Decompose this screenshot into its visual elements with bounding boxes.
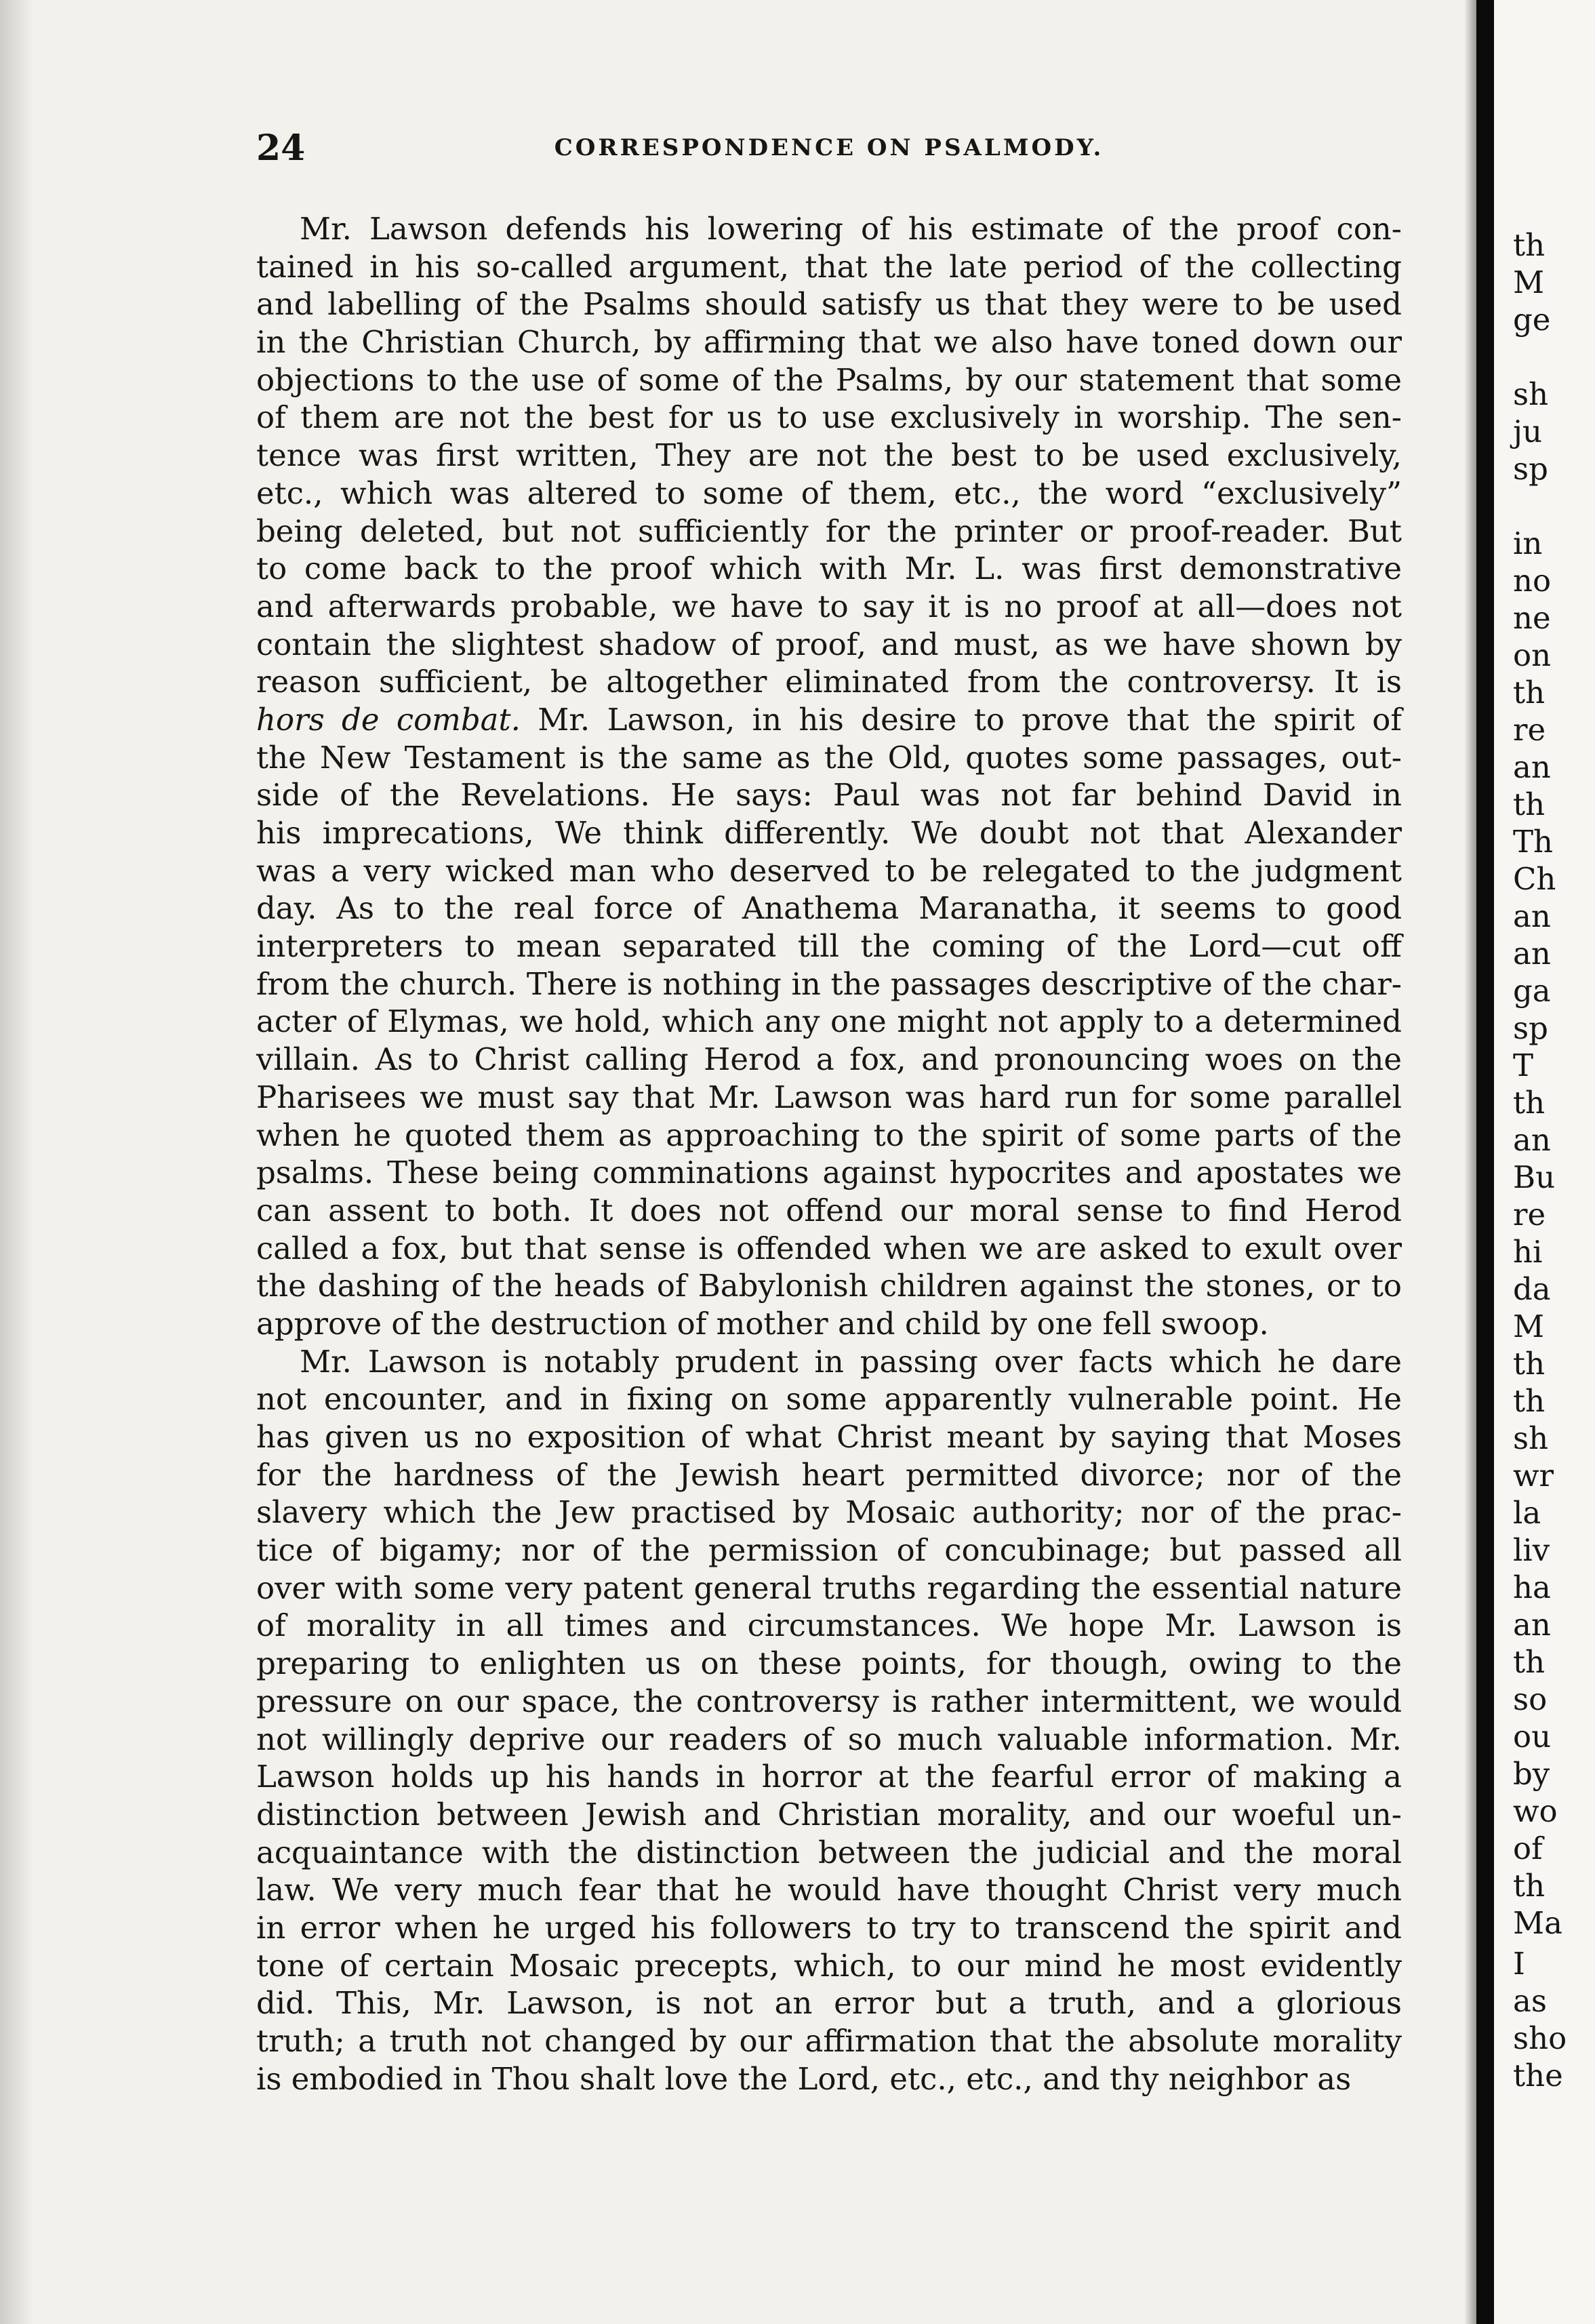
facing-page-text-fragment: the: [1513, 2058, 1563, 2093]
running-head-title: CORRESPONDENCE ON PSALMODY.: [554, 134, 1104, 161]
text-line: did. This, Mr. Lawson, is not an error but a truth, and a glorious: [256, 1985, 1402, 2022]
facing-page-text-fragment: re: [1513, 1197, 1546, 1233]
italic-phrase: hors de combat.: [256, 701, 521, 738]
text-line: slavery which the Jew practised by Mosaic authority; nor of the prac-: [256, 1494, 1402, 1531]
facing-page-text-fragment: I: [1513, 1946, 1525, 1982]
text-line: psalms. These being comminations against hypocrites and apostates we: [256, 1155, 1402, 1191]
text-line: was a very wicked man who deserved to be relegated to the judgment: [256, 852, 1402, 889]
facing-page-text-fragment: an: [1513, 749, 1551, 785]
text-line: etc., which was altered to some of them, etc., the word “exclusively”: [256, 475, 1402, 511]
facing-page-text-fragment: an: [1513, 1607, 1551, 1643]
facing-page-text-fragment: liv: [1513, 1532, 1550, 1568]
facing-page-text-fragment: re: [1513, 712, 1546, 748]
text-line: in the Christian Church, by affirming that we also have toned down our: [256, 324, 1402, 361]
facing-page-edge: [1494, 0, 1595, 2324]
facing-page-text-fragment: Th: [1513, 824, 1553, 860]
facing-page-text-fragment: th: [1513, 786, 1546, 822]
paragraph-1: [256, 210, 1402, 1343]
text-line: tice of bigamy; nor of the permission of concubinage; but passed all: [256, 1532, 1402, 1569]
text-line: when he quoted them as approaching to the spirit of some parts of the: [256, 1117, 1402, 1153]
facing-page-text-fragment: th: [1513, 1346, 1546, 1382]
body-text: [256, 210, 1402, 2098]
running-head: [256, 127, 1402, 175]
text-line: acter of Elymas, we hold, which any one might not apply to a determined: [256, 1003, 1402, 1040]
text-line: is embodied in Thou shalt love the Lord, etc., etc., and thy neighbor as: [256, 2060, 1352, 2097]
text-line: objections to the use of some of the Psalms, by our statement that some: [256, 361, 1402, 398]
facing-page-text-fragment: so: [1513, 1681, 1548, 1717]
page-divider: [1476, 0, 1494, 2324]
text-line: to come back to the proof which with Mr. L. was first demonstrative: [256, 550, 1402, 587]
facing-page-text-fragment: an: [1513, 1122, 1551, 1158]
facing-page-text-fragment: by: [1513, 1756, 1550, 1792]
facing-page-text-fragment: sh: [1513, 1420, 1549, 1456]
facing-page-text-fragment: of: [1513, 1830, 1543, 1866]
facing-page-text-fragment: an: [1513, 898, 1551, 934]
facing-page-text-fragment: M: [1513, 1308, 1545, 1344]
facing-page-text-fragment: th: [1513, 675, 1546, 710]
text-line: his imprecations, We think differently. We doubt not that Alexander: [256, 815, 1402, 851]
text-line: Pharisees we must say that Mr. Lawson was hard run for some parallel: [256, 1079, 1402, 1115]
text-line: approve of the destruction of mother and child by one fell swoop.: [256, 1305, 1269, 1342]
facing-page-text-fragment: Ma: [1513, 1905, 1562, 1941]
facing-page-text-fragment: th: [1513, 227, 1546, 263]
text-line: Lawson holds up his hands in horror at the fearful error of making a: [256, 1759, 1402, 1795]
facing-page-text-fragment: an: [1513, 936, 1551, 971]
text-line: the dashing of the heads of Babylonish children against the stones, or to: [256, 1268, 1402, 1304]
facing-page-text-fragment: da: [1513, 1271, 1551, 1307]
text-line: distinction between Jewish and Christian morality, and our woeful un-: [256, 1796, 1402, 1832]
facing-page-text-fragment: hi: [1513, 1234, 1543, 1270]
facing-page-text-fragment: th: [1513, 1085, 1546, 1121]
text-line: called a fox, but that sense is offended when we are asked to exult over: [256, 1230, 1402, 1266]
text-line: reason sufficient, be altogether eliminated from the controversy. It is: [256, 664, 1402, 700]
text-line: can assent to both. It does not offend our moral sense to find Herod: [256, 1192, 1402, 1228]
facing-page-text-fragment: th: [1513, 1644, 1546, 1680]
text-line: contain the slightest shadow of proof, and must, as we have shown by: [256, 626, 1402, 662]
text-line: of morality in all times and circumstances. We hope Mr. Lawson is: [256, 1607, 1402, 1644]
facing-page-text-fragment: ou: [1513, 1719, 1552, 1755]
page-fold-shadow: [1464, 0, 1476, 2324]
text-line: from the church. There is nothing in the passages descriptive of the char-: [256, 965, 1402, 1002]
facing-page-text-fragment: sh: [1513, 376, 1549, 412]
text-line: in error when he urged his followers to try to transcend the spirit and: [256, 1909, 1402, 1946]
text-line: acquaintance with the distinction between the judicial and the moral: [256, 1834, 1402, 1870]
text-line: and afterwards probable, we have to say it is no proof at all—does not: [256, 588, 1402, 624]
facing-page-text-fragment: no: [1513, 563, 1552, 599]
text-line: over with some very patent general truths regarding the essential nature: [256, 1569, 1402, 1606]
text-line: the New Testament is the same as the Old, quotes some passages, out-: [256, 739, 1402, 776]
facing-page-text-fragment: wo: [1513, 1793, 1558, 1829]
facing-page-text-fragment: ne: [1513, 600, 1551, 636]
text-line: tone of certain Mosaic precepts, which, to our mind he most evidently: [256, 1947, 1402, 1984]
facing-page-text-fragment: Bu: [1513, 1159, 1556, 1195]
text-line: preparing to enlighten us on these points, for though, owing to the: [256, 1645, 1402, 1682]
text-line: of them are not the best for us to use exclusively in worship. The sen-: [256, 399, 1402, 436]
facing-page-text-fragment: ju: [1513, 414, 1542, 449]
text-line: Mr. Lawson is notably prudent in passing over facts which he dare: [300, 1343, 1402, 1380]
text-line: has given us no exposition of what Christ meant by saying that Moses: [256, 1419, 1402, 1455]
text-line: side of the Revelations. He says: Paul was not far behind David in: [256, 777, 1402, 814]
text-line: law. We very much fear that he would have thought Christ very much: [256, 1872, 1402, 1908]
text-line: truth; a truth not changed by our affirmation that the absolute morality: [256, 2023, 1402, 2059]
facing-page-text-fragment: ga: [1513, 973, 1551, 1009]
facing-page-text-fragment: la: [1513, 1495, 1541, 1531]
facing-page-text-fragment: M: [1513, 264, 1545, 300]
text-line: pressure on our space, the controversy is rather intermittent, we would: [256, 1683, 1402, 1719]
facing-page-text-fragment: in: [1513, 525, 1543, 561]
facing-page-text-fragment: th: [1513, 1383, 1546, 1419]
facing-page-text-fragment: sp: [1513, 1010, 1548, 1046]
text-line: Mr. Lawson defends his lowering of his estimate of the proof con-: [300, 211, 1402, 247]
text-line: hors de combat. Mr. Lawson, in his desire to prove that the spirit of: [256, 701, 1402, 738]
text-line: villain. As to Christ calling Herod a fox, and pronouncing woes on the: [256, 1041, 1402, 1078]
facing-page-text-fragment: T: [1513, 1047, 1534, 1083]
facing-page-text-fragment: sho: [1513, 2020, 1567, 2056]
text-line: day. As to the real force of Anathema Maranatha, it seems to good: [256, 890, 1402, 927]
page-number: 24: [256, 127, 306, 169]
facing-page-text-fragment: ha: [1513, 1569, 1551, 1605]
facing-page-text-fragment: sp: [1513, 451, 1548, 487]
facing-page-text-fragment: wr: [1513, 1458, 1554, 1494]
facing-page-text-fragment: ge: [1513, 302, 1551, 338]
facing-page-text-fragment: on: [1513, 637, 1552, 673]
text-line: not encounter, and in fixing on some apparently vulnerable point. He: [256, 1381, 1402, 1418]
text-line: interpreters to mean separated till the coming of the Lord—cut off: [256, 928, 1402, 965]
facing-page-text-fragment: Ch: [1513, 861, 1556, 897]
facing-page-text-fragment: as: [1513, 1983, 1547, 2019]
text-line: being deleted, but not sufficiently for the printer or proof-reader. But: [256, 513, 1402, 549]
text-line: and labelling of the Psalms should satisfy us that they were to be used: [256, 286, 1402, 323]
text-line: tained in his so-called argument, that the late period of the collecting: [256, 248, 1402, 285]
text-line: not willingly deprive our readers of so much valuable information. Mr.: [256, 1721, 1402, 1757]
facing-page-text-fragment: th: [1513, 1868, 1546, 1904]
text-line: for the hardness of the Jewish heart permitted divorce; nor of the: [256, 1456, 1402, 1493]
paragraph-2: [256, 1343, 1402, 2098]
text-line: tence was first written, They are not the best to be used exclusively,: [256, 437, 1402, 474]
